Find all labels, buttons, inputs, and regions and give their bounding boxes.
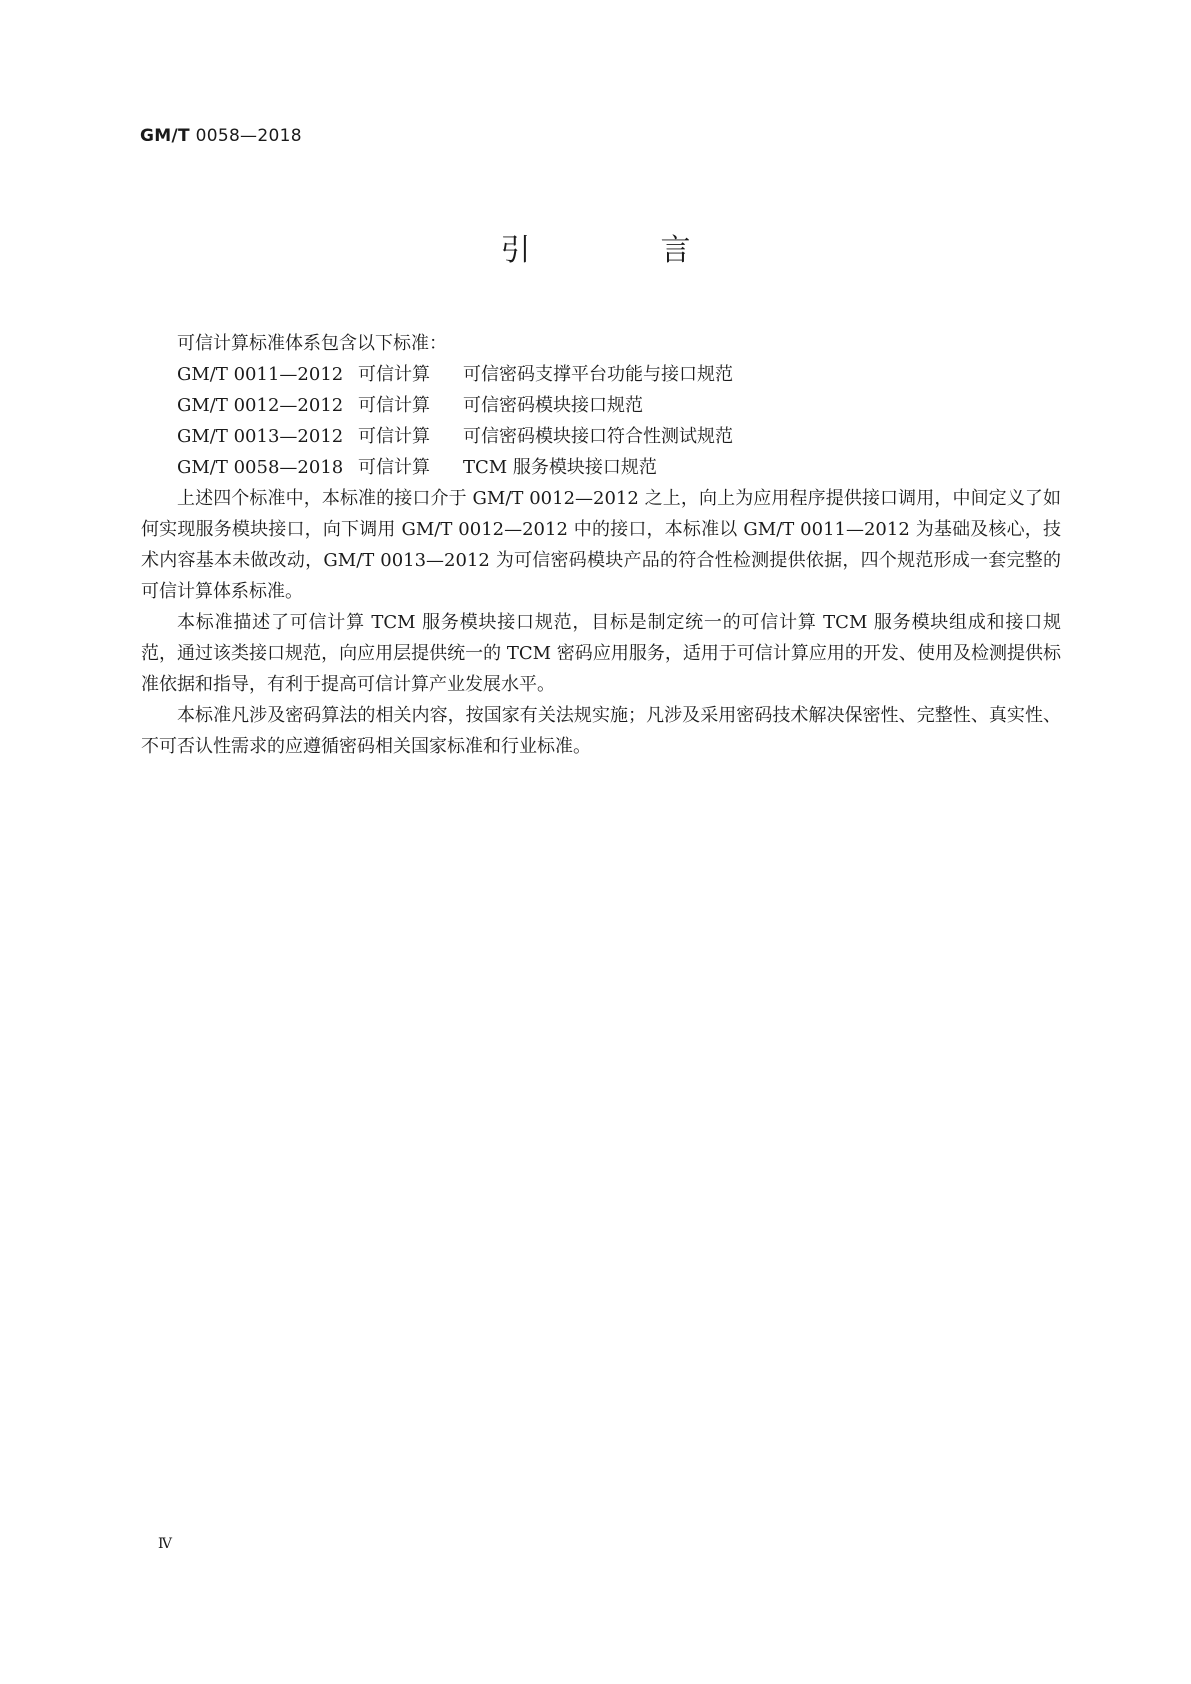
standard-category: 可信计算 — [358, 426, 430, 447]
standard-row — [141, 359, 1061, 390]
document-code — [140, 126, 302, 146]
standard-category: 可信计算 — [358, 395, 430, 416]
standard-row — [141, 452, 1061, 483]
standard-code: GM/T 0012—2012 — [177, 395, 344, 416]
standard-code: GM/T 0013—2012 — [177, 426, 344, 447]
intro-line: 可信计算标准体系包含以下标准： — [177, 333, 447, 354]
standard-name: TCM 服务模块接口规范 — [463, 457, 657, 478]
standard-code: GM/T 0011—2012 — [177, 364, 344, 385]
page-title: 引 言 — [500, 233, 741, 268]
body-paragraph: 本标准凡涉及密码算法的相关内容，按国家有关法规实施；凡涉及采用密码技术解决保密性、完整性、真实性、不可否认性需求的应遵循密码相关国家标准和行业标准。 — [141, 705, 1061, 757]
standard-row — [141, 390, 1061, 421]
page-number: Ⅳ — [158, 1536, 172, 1552]
standard-row — [141, 421, 1061, 452]
document-code-prefix: GM/T — [140, 126, 190, 146]
document-code-number: 0058—2018 — [189, 126, 302, 146]
standard-category: 可信计算 — [358, 457, 430, 478]
standard-code: GM/T 0058—2018 — [177, 457, 344, 478]
body-paragraph: 上述四个标准中，本标准的接口介于 GM/T 0012—2012 之上，向上为应用程序提供接口调用，中间定义了如何实现服务模块接口，向下调用 GM/T 0012—2012 中的接口，本标准以 GM/T 0011—2012 为基础及核心，技术内容基本未做改动，GM/T 0013—2012 为可信密码模块产品的符合性检测提供依据，四个规范形成一套完整的可信计算体系标准。 — [141, 488, 1061, 602]
document-body — [141, 328, 1061, 762]
body-paragraph: 本标准描述了可信计算 TCM 服务模块接口规范，目标是制定统一的可信计算 TCM 服务模块组成和接口规范，通过该类接口规范，向应用层提供统一的 TCM 密码应用服务，适用于可信计算应用的开发、使用及检测提供标准依据和指导，有利于提高可信计算产业发展水平。 — [141, 612, 1061, 695]
standard-name: 可信密码模块接口符合性测试规范 — [463, 426, 733, 447]
standard-name: 可信密码支撑平台功能与接口规范 — [463, 364, 733, 385]
standard-category: 可信计算 — [358, 364, 430, 385]
standard-name: 可信密码模块接口规范 — [463, 395, 643, 416]
